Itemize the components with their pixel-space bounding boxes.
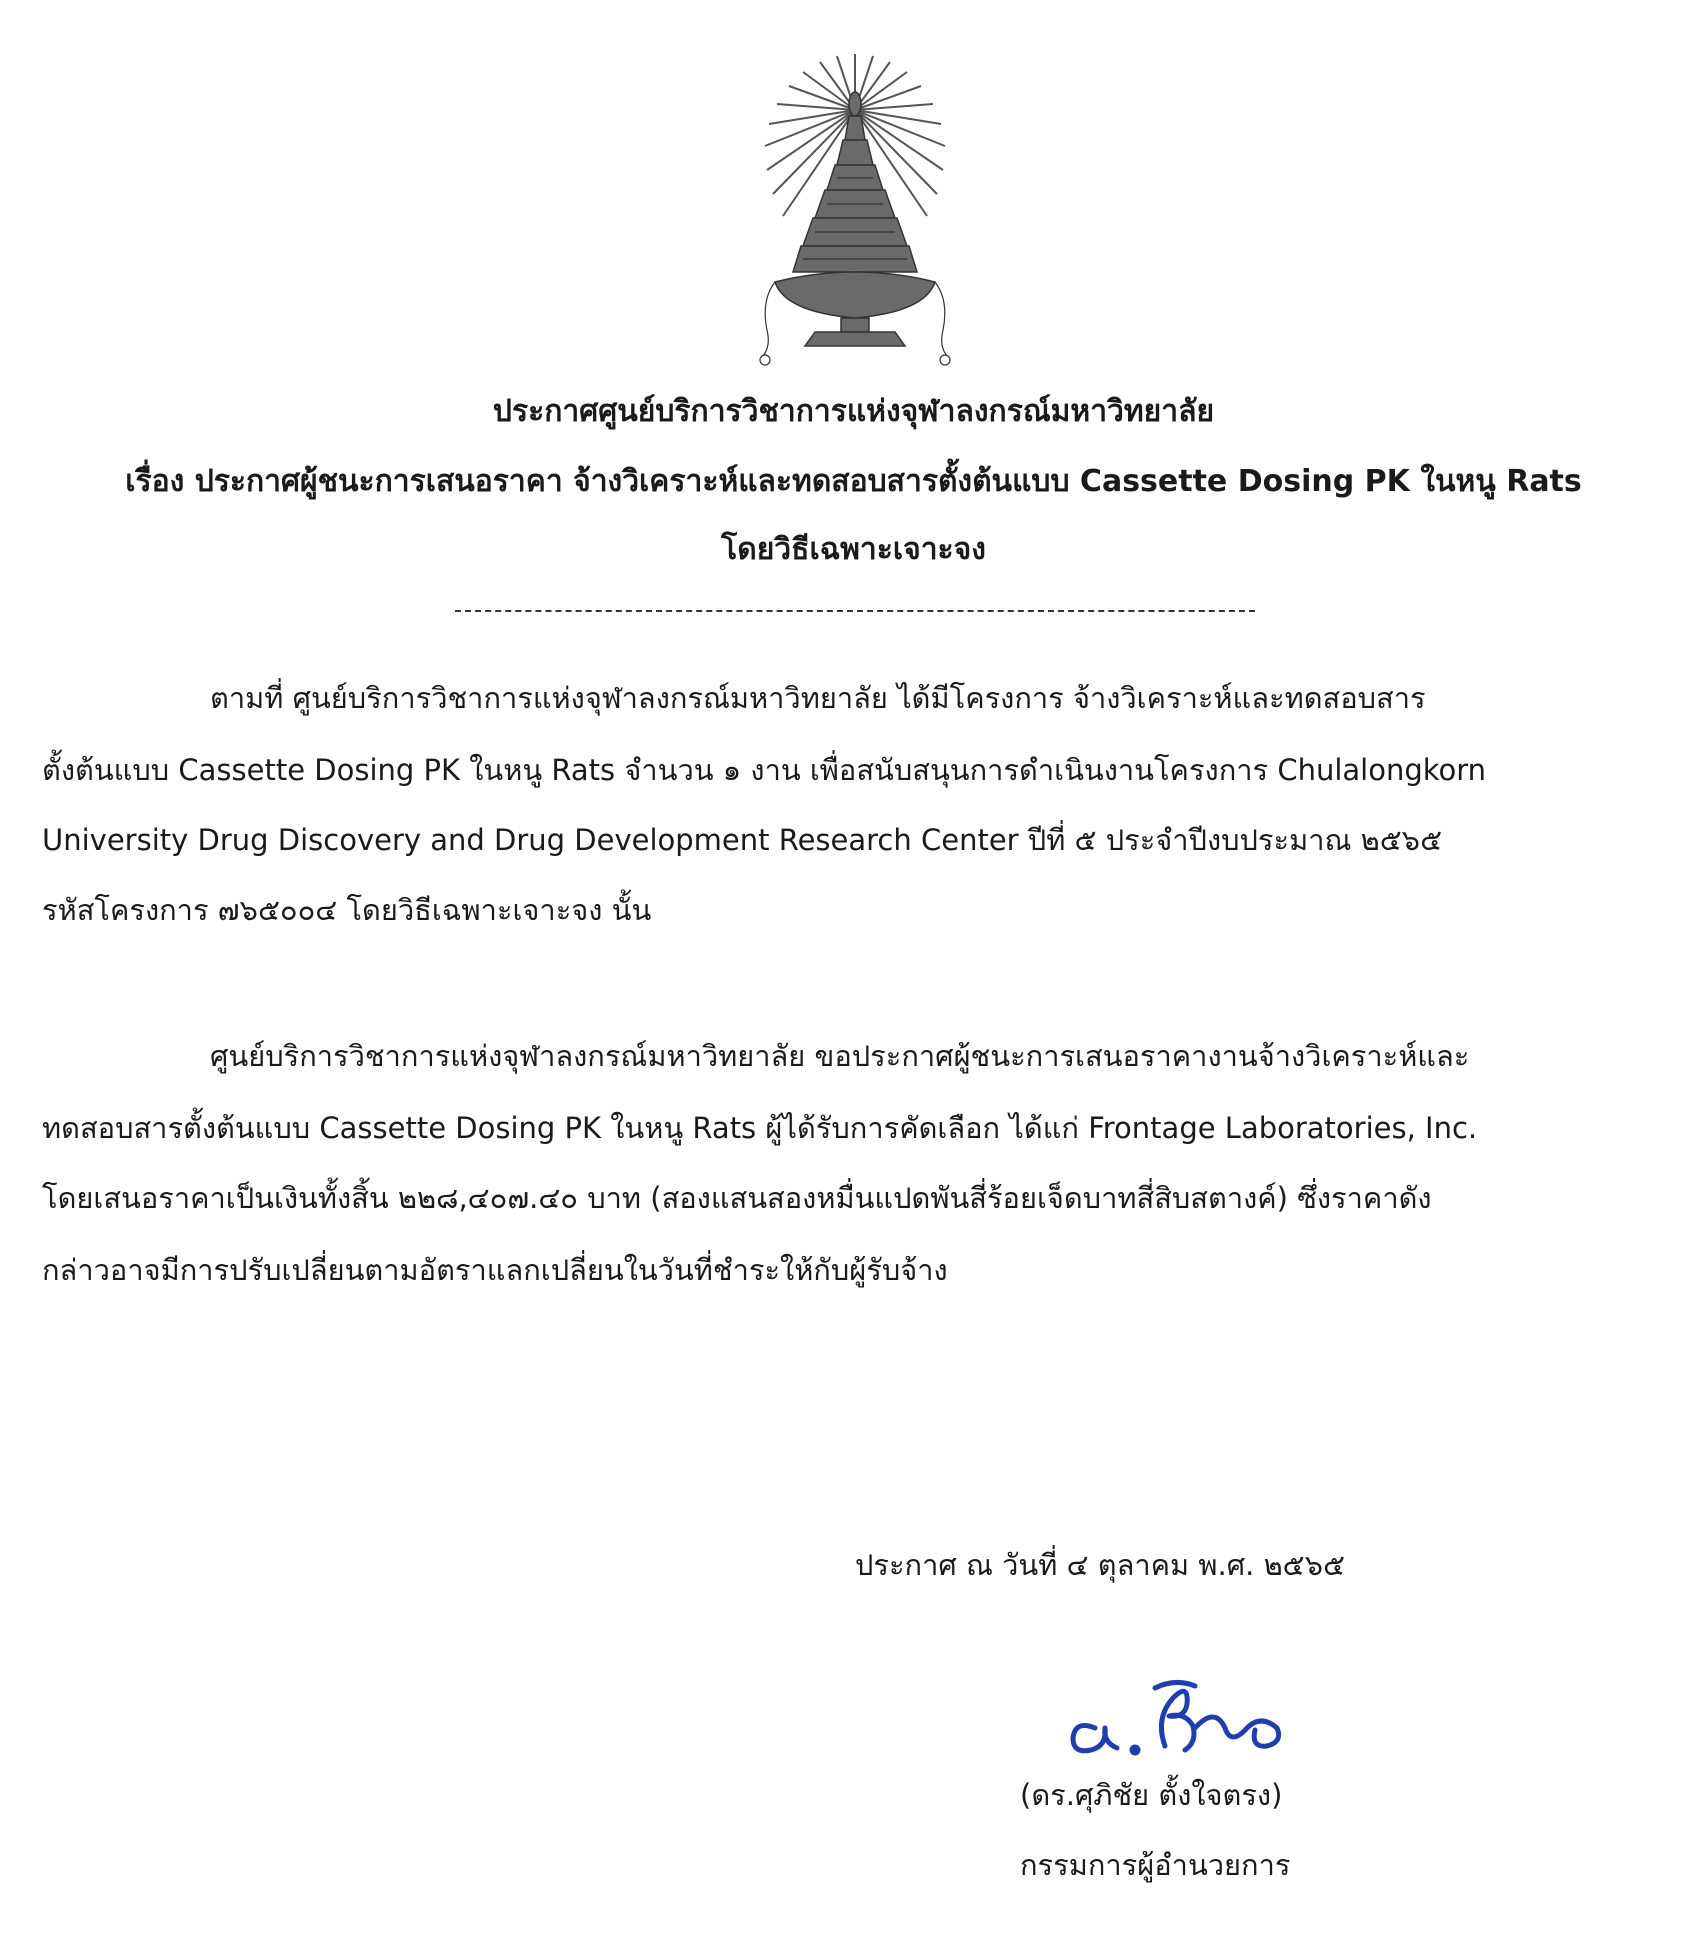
paragraph-2-line-1: ศูนย์บริการวิชาการแห่งจุฬาลงกรณ์มหาวิทยาลัย ขอประกาศผู้ชนะการเสนอราคางานจ้างวิเคราะห์และ <box>210 1039 1470 1073</box>
paragraph-1-line-4: รหัสโครงการ ๗๖๕๐๐๔ โดยวิธีเฉพาะเจาะจง นั้น <box>42 893 652 927</box>
paragraph-2-line-4: กล่าวอาจมีการปรับเปลี่ยนตามอัตราแลกเปลี่ยนในวันที่ชำระให้กับผู้รับจ้าง <box>42 1253 948 1287</box>
paragraph-1-line-2: ตั้งต้นแบบ Cassette Dosing PK ในหนู Rats จำนวน ๑ งาน เพื่อสนับสนุนการดำเนินงานโครงการ Chulalongkorn <box>42 753 1487 787</box>
university-emblem-logo <box>745 50 965 370</box>
signer-title: กรรมการผู้อำนวยการ <box>1020 1848 1291 1882</box>
announcement-date: ประกาศ ณ วันที่ ๔ ตุลาคม พ.ศ. ๒๕๖๕ <box>855 1548 1345 1582</box>
handwritten-signature <box>1055 1658 1295 1768</box>
signer-name: (ดร.ศุภิชัย ตั้งใจตรง) <box>1020 1778 1283 1812</box>
announcement-subject: เรื่อง ประกาศผู้ชนะการเสนอราคา จ้างวิเคราะห์และทดสอบสารตั้งต้นแบบ Cassette Dosing PK ในหนู Rats <box>125 464 1582 499</box>
paragraph-1-line-3: University Drug Discovery and Drug Development Research Center ปีที่ ๕ ประจำปีงบประมาณ ๒๕๖๕ <box>42 823 1443 857</box>
paragraph-1-line-1: ตามที่ ศูนย์บริการวิชาการแห่งจุฬาลงกรณ์มหาวิทยาลัย ได้มีโครงการ จ้างวิเคราะห์และทดสอบสาร <box>210 681 1426 715</box>
paragraph-2-line-3: โดยเสนอราคาเป็นเงินทั้งสิ้น ๒๒๘,๔๐๗.๔๐ บาท (สองแสนสองหมื่นแปดพันสี่ร้อยเจ็ดบาทสี่สิบสตางค์) ซึ่งราคาดัง <box>42 1181 1432 1215</box>
announcement-method: โดยวิธีเฉพาะเจาะจง <box>721 532 986 567</box>
announcement-title: ประกาศศูนย์บริการวิชาการแห่งจุฬาลงกรณ์มหาวิทยาลัย <box>492 394 1215 429</box>
dashed-divider <box>455 610 1255 612</box>
paragraph-2-line-2: ทดสอบสารตั้งต้นแบบ Cassette Dosing PK ในหนู Rats ผู้ได้รับการคัดเลือก ได้แก่ Frontage Laboratories, Inc. <box>42 1111 1478 1145</box>
